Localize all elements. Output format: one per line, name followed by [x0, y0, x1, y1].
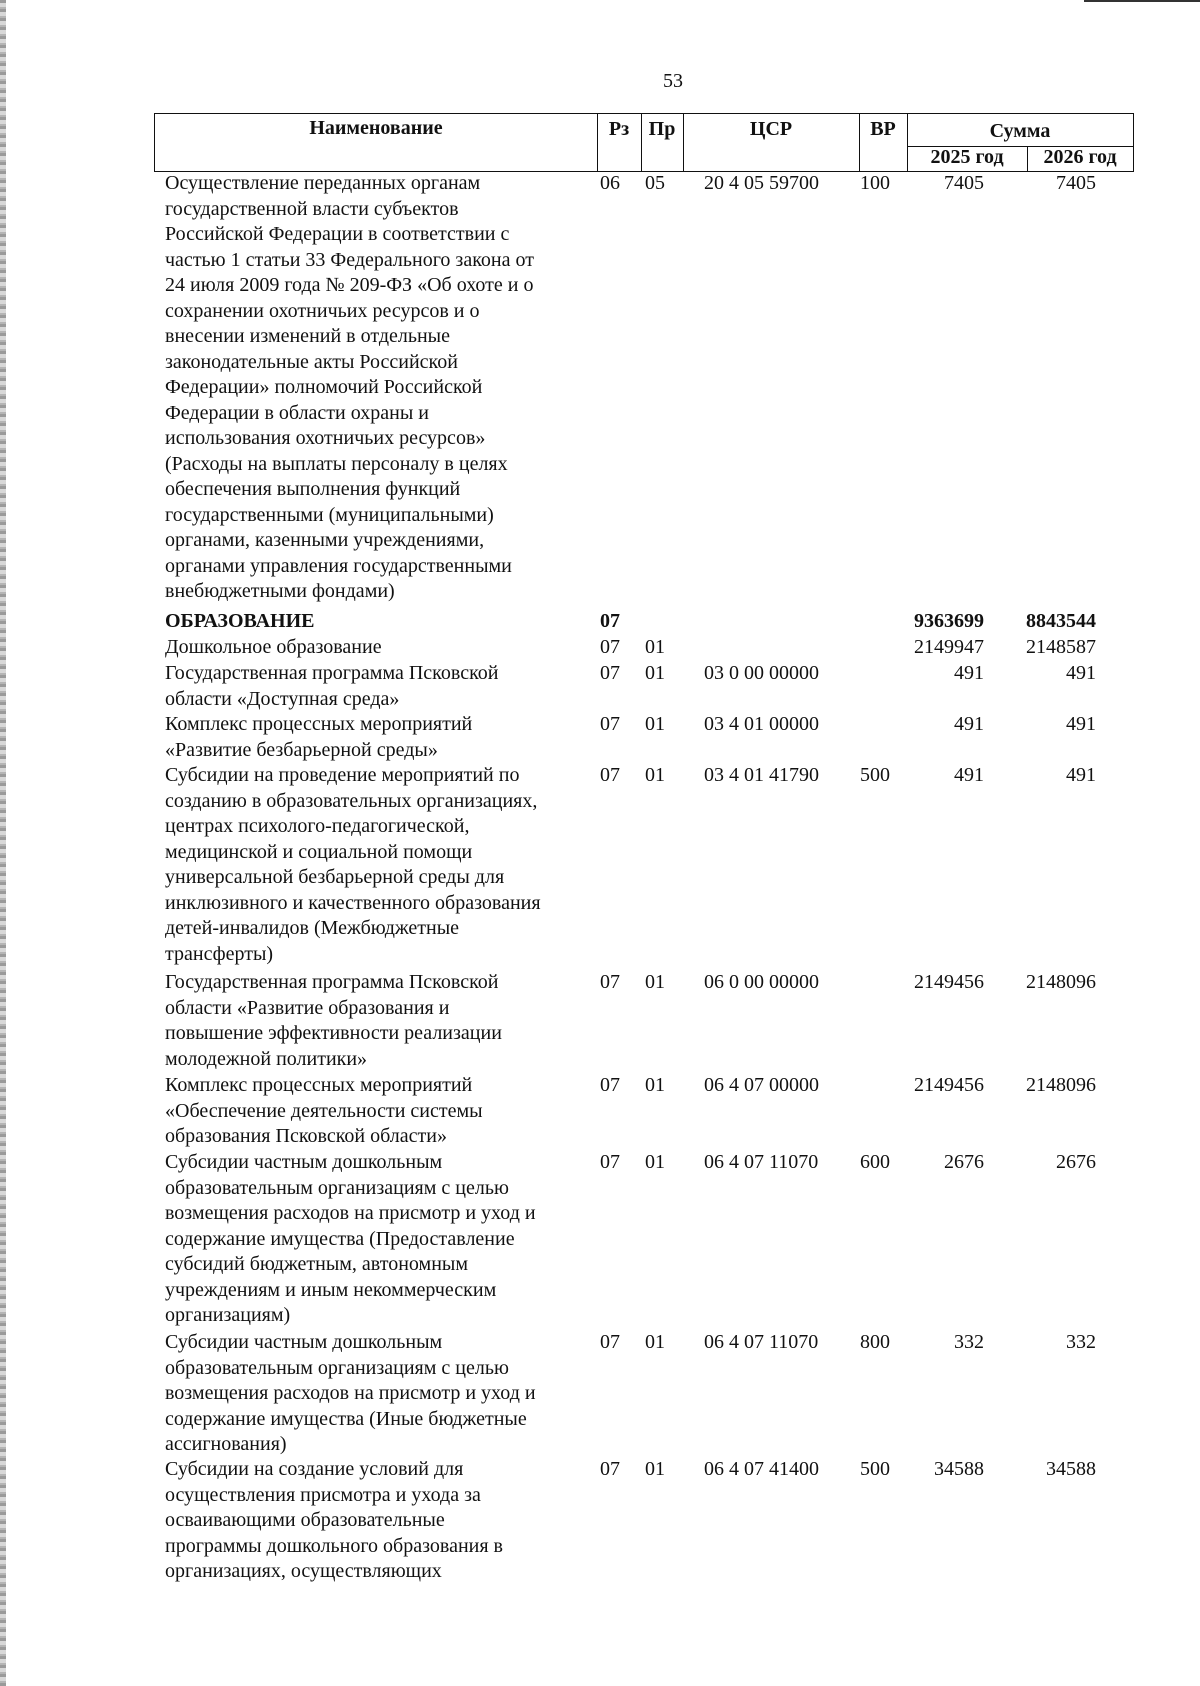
row-rz: 07 [600, 713, 620, 735]
row-vr: 600 [860, 1151, 890, 1173]
row-name: ОБРАЗОВАНИЕ [165, 610, 315, 632]
row-name: Дошкольное образование [165, 636, 382, 658]
table-header [154, 113, 1134, 172]
row-sum-2026: 491 [1066, 713, 1096, 735]
row-name: Субсидии частным дошкольным образовательным организациям с целью возмещения расходов на присмотр и уход и содержание имущества (Предоставление субсидий бюджетным, автономным учреждениям и иным некоммерческим организациям) [165, 1151, 536, 1326]
header-csr: ЦСР [749, 118, 793, 140]
row-name: Субсидии на проведение мероприятий по созданию в образовательных организациях, центрах психолого-педагогической, медицинской и социальной помощи универсальной безбарьерной среды для инклюзивного и качественного образования детей-инвалидов (Межбюджетные трансферты) [165, 764, 541, 965]
row-vr: 100 [860, 172, 890, 194]
row-sum-2025: 34588 [934, 1458, 984, 1480]
row-rz: 07 [600, 764, 620, 786]
row-sum-2025: 2149456 [914, 1074, 984, 1096]
row-rz: 07 [600, 971, 620, 993]
row-csr: 03 4 01 00000 [704, 713, 819, 735]
row-csr: 03 4 01 41790 [704, 764, 819, 786]
row-sum-2025: 2149947 [914, 636, 984, 658]
row-csr: 06 0 00 00000 [704, 971, 819, 993]
row-vr: 800 [860, 1331, 890, 1353]
row-sum-2025: 491 [954, 713, 984, 735]
header-summa: Сумма [989, 120, 1051, 142]
row-sum-2026: 2148096 [1026, 1074, 1096, 1096]
row-rz: 07 [600, 1331, 620, 1353]
row-pr: 01 [645, 1331, 665, 1353]
row-rz: 07 [600, 1458, 620, 1480]
row-pr: 05 [645, 172, 665, 194]
header-name: Наименование [309, 117, 443, 139]
row-name: Комплекс процессных мероприятий «Обеспечение деятельности системы образования Псковской области» [165, 1074, 483, 1147]
header-rz: Рз [608, 118, 630, 140]
row-csr: 03 0 00 00000 [704, 662, 819, 684]
row-sum-2026: 491 [1066, 764, 1096, 786]
row-vr: 500 [860, 764, 890, 786]
row-rz: 06 [600, 172, 620, 194]
row-rz: 07 [600, 636, 620, 658]
row-sum-2026: 34588 [1046, 1458, 1096, 1480]
row-sum-2026: 332 [1066, 1331, 1096, 1353]
row-sum-2025: 9363699 [914, 610, 984, 632]
row-name: Государственная программа Псковской области «Доступная среда» [165, 662, 499, 710]
row-sum-2026: 7405 [1056, 172, 1096, 194]
row-name: Государственная программа Псковской области «Развитие образования и повышение эффективности реализации молодежной политики» [165, 971, 502, 1070]
row-pr: 01 [645, 764, 665, 786]
row-sum-2025: 7405 [944, 172, 984, 194]
row-name: Осуществление переданных органам государственной власти субъектов Российской Федерации в соответствии с частью 1 статьи 33 Федерального закона от 24 июля 2009 года № 209-ФЗ «Об охоте и о сохранении охотничьих ресурсов и о внесении изменений в отдельные законодательные акты Российской Федерации» полномочий Российской Федерации в области охраны и использования охотничьих ресурсов» (Расходы на выплаты персоналу в целях обеспечения выполнения функций государственными (муниципальными) органами, казенными учреждениями, органами управления государственными внебюджетными фондами) [165, 172, 534, 602]
row-pr: 01 [645, 636, 665, 658]
row-pr: 01 [645, 713, 665, 735]
row-sum-2026: 2148587 [1026, 636, 1096, 658]
row-csr: 06 4 07 11070 [704, 1331, 819, 1353]
corner-line [1084, 0, 1200, 2]
header-year-2026: 2026 год [1043, 146, 1117, 168]
row-rz: 07 [600, 1074, 620, 1096]
row-rz: 07 [600, 662, 620, 684]
page-number: 53 [663, 70, 683, 92]
row-sum-2026: 2148096 [1026, 971, 1096, 993]
row-sum-2025: 332 [954, 1331, 984, 1353]
row-name: Субсидии частным дошкольным образовательным организациям с целью возмещения расходов на присмотр и уход и содержание имущества (Иные бюджетные ассигнования) [165, 1331, 536, 1455]
row-sum-2025: 491 [954, 764, 984, 786]
row-pr: 01 [645, 1458, 665, 1480]
row-sum-2026: 491 [1066, 662, 1096, 684]
row-sum-2026: 8843544 [1026, 610, 1096, 632]
row-pr: 01 [645, 1151, 665, 1173]
row-csr: 06 4 07 11070 [704, 1151, 819, 1173]
header-pr: Пр [648, 118, 676, 140]
row-rz: 07 [600, 1151, 620, 1173]
header-vr: ВР [870, 118, 896, 140]
row-sum-2025: 491 [954, 662, 984, 684]
header-year-2025: 2025 год [930, 146, 1004, 168]
row-name: Субсидии на создание условий для осуществления присмотра и ухода за осваивающими образовательные программы дошкольного образования в организациях, осуществляющих [165, 1458, 503, 1582]
row-rz: 07 [600, 610, 620, 632]
row-name: Комплекс процессных мероприятий «Развитие безбарьерной среды» [165, 713, 473, 761]
row-csr: 20 4 05 59700 [704, 172, 819, 194]
scan-edge [0, 0, 6, 1686]
row-sum-2025: 2676 [944, 1151, 984, 1173]
row-csr: 06 4 07 41400 [704, 1458, 819, 1480]
row-pr: 01 [645, 971, 665, 993]
row-sum-2025: 2149456 [914, 971, 984, 993]
row-vr: 500 [860, 1458, 890, 1480]
row-csr: 06 4 07 00000 [704, 1074, 819, 1096]
row-sum-2026: 2676 [1056, 1151, 1096, 1173]
row-pr: 01 [645, 662, 665, 684]
row-pr: 01 [645, 1074, 665, 1096]
